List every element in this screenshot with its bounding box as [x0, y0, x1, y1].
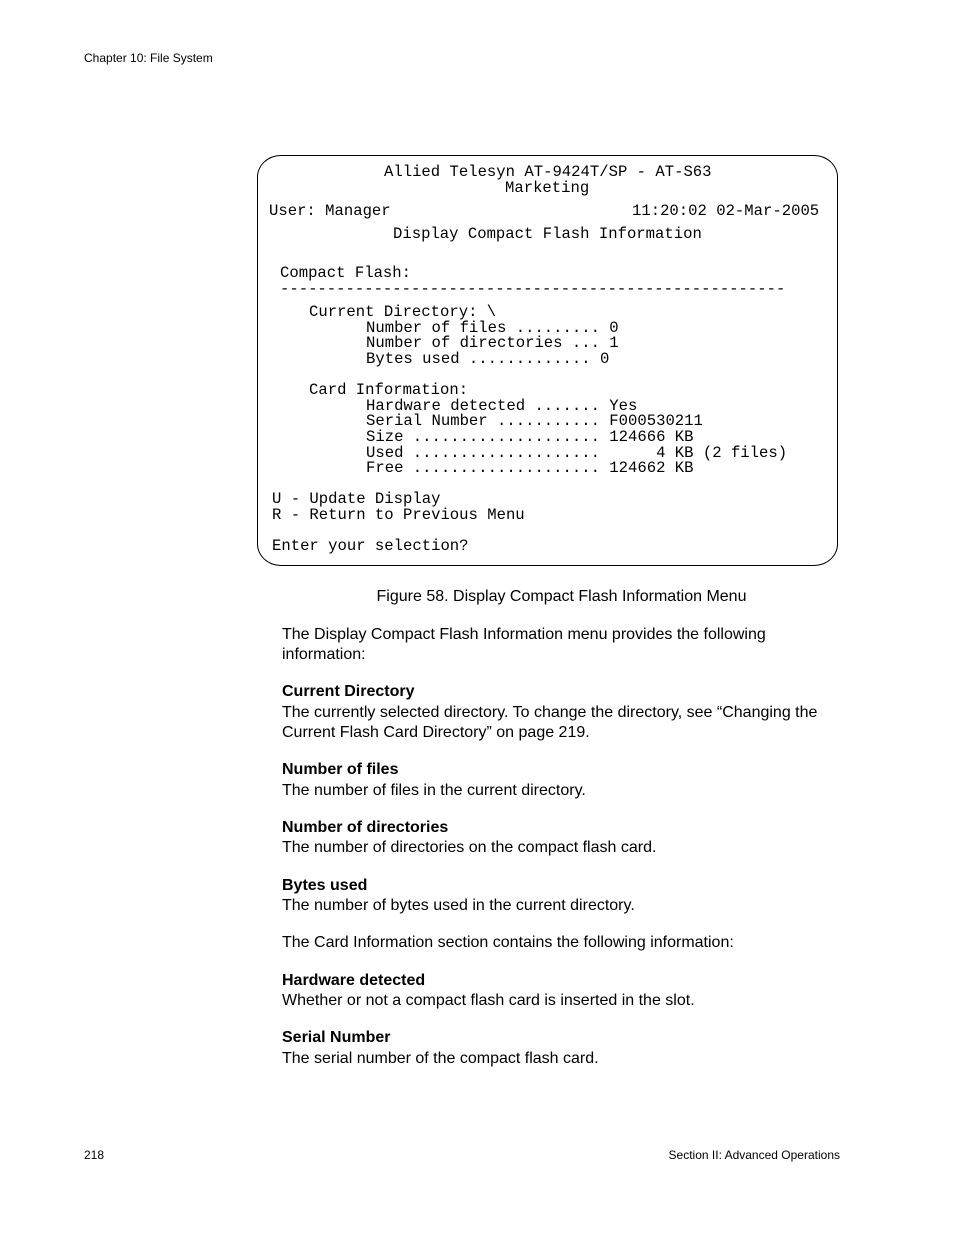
- desc-serial-number: The serial number of the compact flash card.: [282, 1050, 599, 1067]
- size-line: Size .................... 124666 KB: [366, 428, 694, 446]
- terminal-menu-title: Display Compact Flash Information: [393, 225, 702, 243]
- figure-caption: Figure 58. Display Compact Flash Information Menu: [376, 588, 747, 605]
- term-bytes-used: Bytes used: [282, 877, 368, 894]
- term-current-directory: Current Directory: [282, 683, 415, 700]
- hardware-detected-line: Hardware detected ....... Yes: [366, 397, 638, 415]
- term-number-of-directories: Number of directories: [282, 819, 449, 836]
- terminal-system-name: Marketing: [505, 179, 590, 197]
- page-number: 218: [84, 1148, 105, 1162]
- desc-current-directory: The currently selected directory. To change the directory, see “Changing the Current Flash Card Directory” on page 219.: [282, 704, 818, 741]
- number-of-directories-line: Number of directories ... 1: [366, 334, 619, 352]
- terminal-title: Allied Telesyn AT-9424T/SP - AT-S63: [384, 163, 712, 181]
- chapter-header: Chapter 10: File System: [84, 51, 213, 65]
- return-previous-menu-option[interactable]: R - Return to Previous Menu: [272, 506, 525, 524]
- terminal-user: User: Manager: [269, 202, 391, 220]
- intro-paragraph: The Display Compact Flash Information menu provides the following information:: [282, 626, 766, 663]
- separator-line: ------------------------------------------------------: [280, 280, 786, 298]
- term-number-of-files: Number of files: [282, 761, 399, 778]
- current-directory-line: Current Directory: \: [309, 303, 497, 321]
- terminal-timestamp: 11:20:02 02-Mar-2005: [632, 202, 820, 220]
- number-of-files-line: Number of files ......... 0: [366, 319, 619, 337]
- bytes-used-line: Bytes used ............. 0: [366, 350, 610, 368]
- terminal-screen: [257, 155, 838, 566]
- compact-flash-label: Compact Flash:: [280, 264, 412, 282]
- selection-prompt: Enter your selection?: [272, 537, 469, 555]
- serial-number-line: Serial Number ........... F000530211: [366, 412, 703, 430]
- term-hardware-detected: Hardware detected: [282, 972, 426, 989]
- card-intro-paragraph: The Card Information section contains the following information:: [282, 934, 734, 951]
- used-line: Used .................... 4 KB (2 files): [366, 444, 788, 462]
- free-line: Free .................... 124662 KB: [366, 459, 694, 477]
- desc-number-of-files: The number of files in the current directory.: [282, 782, 586, 799]
- update-display-option[interactable]: U - Update Display: [272, 490, 441, 508]
- term-serial-number: Serial Number: [282, 1029, 391, 1046]
- section-footer: Section II: Advanced Operations: [668, 1148, 840, 1162]
- desc-bytes-used: The number of bytes used in the current directory.: [282, 897, 635, 914]
- desc-number-of-directories: The number of directories on the compact flash card.: [282, 839, 657, 856]
- desc-hardware-detected: Whether or not a compact flash card is inserted in the slot.: [282, 992, 695, 1009]
- card-information-label: Card Information:: [309, 381, 469, 399]
